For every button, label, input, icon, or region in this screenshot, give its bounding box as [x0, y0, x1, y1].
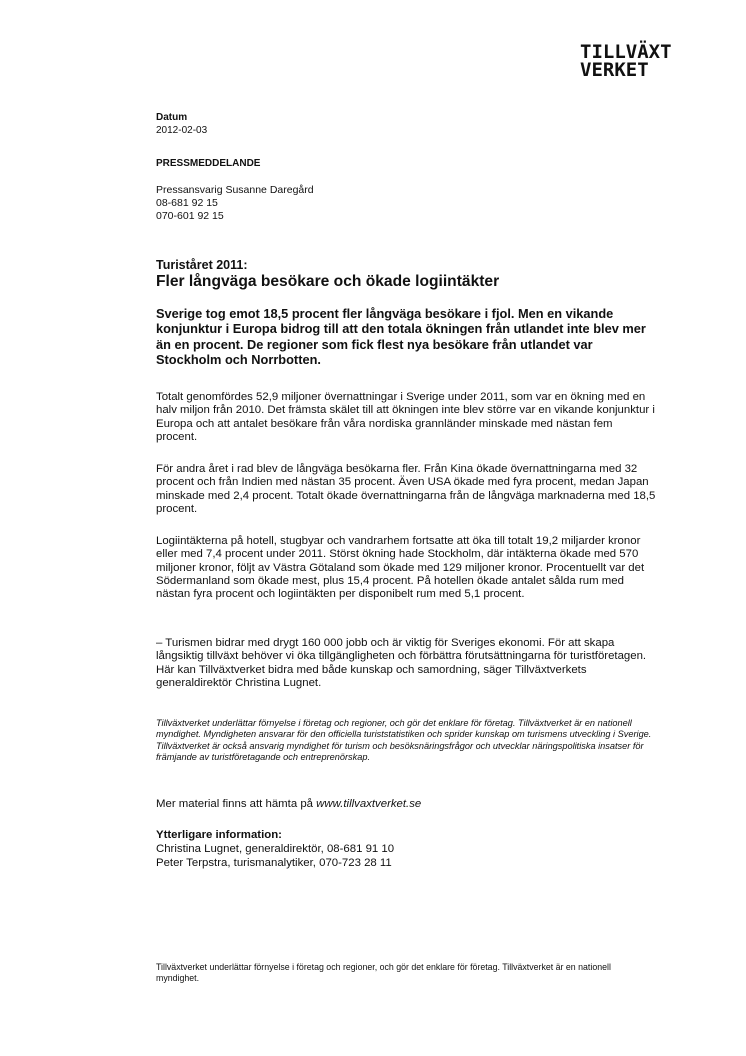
body-paragraph-4: – Turismen bidrar med drygt 160 000 jobb och är viktig för Sveriges ekonomi. För att skapa långsiktig tillväxt behöver vi öka tillgängligheten och förbättra förutsättningarna för turistföretagen. Här kan Tillväxtverket bidra med både kunskap och samordning, säger Tillväxtverkets generaldirektör Christina Lugnet.	[156, 637, 647, 689]
page-footer: Tillväxtverket underlättar förnyelse i företag och regioner, och gör det enklare för företag. Tillväxtverket är en nationell myndighet.	[156, 962, 611, 983]
press-contact-name: Pressansvarig Susanne Daregård	[156, 184, 314, 196]
more-material-text: Mer material finns att hämta på	[156, 798, 317, 810]
contact-lugnet: Christina Lugnet, generaldirektör, 08-681 91 10	[156, 843, 395, 855]
doc-type: PRESSMEDDELANDE	[156, 158, 261, 169]
headline-kicker: Turiståret 2011:	[156, 258, 248, 272]
contacts-heading: Ytterligare information:	[156, 829, 282, 841]
date-value: 2012-02-03	[156, 125, 208, 136]
more-material	[156, 798, 656, 811]
tillvaxtverket-logo	[580, 43, 700, 80]
lead-paragraph: Sverige tog emot 18,5 procent fler långväga besökare i fjol. Men en vikande konjunktur i Europa bidrog till att den totala ökningen från utlandet inte blev mer än en procent. De regioner som fick flest nya besökare från utlandet var Stockholm och Norrbotten.	[156, 306, 646, 368]
press-contact-phone-2: 070-601 92 15	[156, 210, 224, 222]
logo-line-2: VERKET	[580, 59, 649, 81]
body-paragraph-1: Totalt genomfördes 52,9 miljoner övernattningar i Sverige under 2011, som var en ökning med en halv miljon från 2010. Det främsta skälet till att ökningen inte blev större var en vikande konjunktur i Europa och att antalet besökare från våra nordiska grannländer minskade med nästan fem procent.	[156, 391, 655, 443]
logo-line-1: TILLVÄXT	[580, 41, 672, 63]
contact-terpstra: Peter Terpstra, turismanalytiker, 070-723 28 11	[156, 857, 392, 869]
date-label: Datum	[156, 112, 188, 123]
headline: Fler långväga besökare och ökade logiintäkter	[156, 273, 500, 290]
body-paragraph-3: Logiintäkterna på hotell, stugbyar och vandrarhem fortsatte att öka till totalt 19,2 miljarder kronor eller med 7,4 procent under 2011. Störst ökning hade Stockholm, där intäkterna ökade med 570 miljoner kronor, följt av Västra Götaland som ökade med 129 miljoner kronor. Procentuellt var det Södermanland som ökade mest, plus 15,4 procent. På hotellen ökade antalet sålda rum med nästan fyra procent och logiintäkten per disponibelt rum med 5,1 procent.	[156, 535, 645, 601]
body-paragraph-2: För andra året i rad blev de långväga besökarna fler. Från Kina ökade övernattningarna med 32 procent och från Indien med nästan 35 procent. Även USA ökade med fyra procent, medan Japan minskade med 2,4 procent. Totalt ökade övernattningarna från de långväga marknaderna med 18,5 procent.	[156, 463, 656, 515]
press-contact-phone-1: 08-681 92 15	[156, 197, 218, 209]
about-agency: Tillväxtverket underlättar förnyelse i företag och regioner, och gör det enklare för företag. Tillväxtverket är en nationell myndighet. Myndigheten ansvarar för den officiella turiststatistiken och sprider kunskap om turismens utveckling i Sverige. Tillväxtverket är också ansvarig myndighet för turism och besöksnäringsfrågor och utvecklar näringspolitiska insatser för främjande av turistföretagande och entreprenörskap.	[156, 718, 652, 762]
website-link[interactable]: www.tillvaxtverket.se	[316, 798, 422, 810]
